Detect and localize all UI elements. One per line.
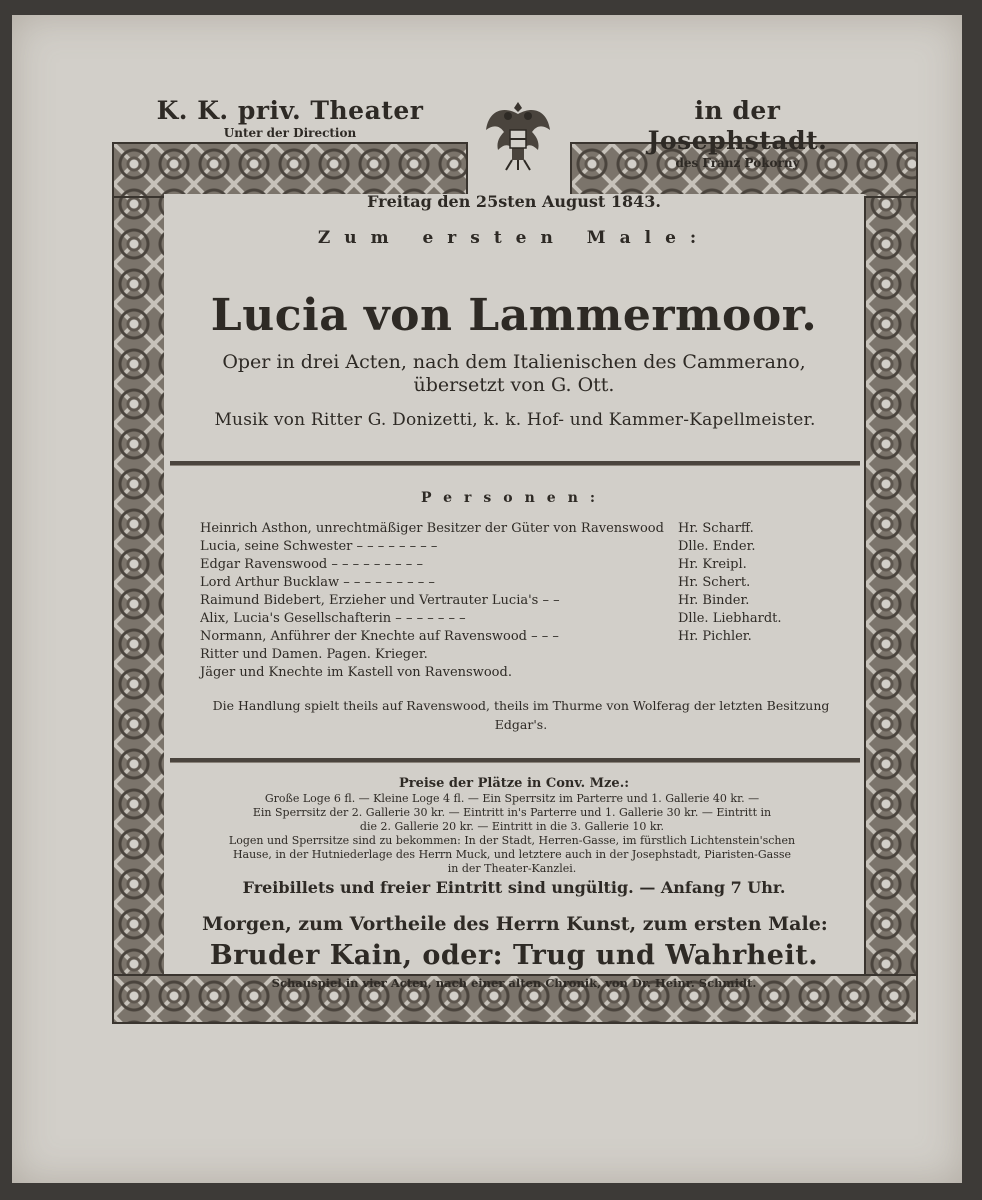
- cast-actor: Dlle. Liebhardt.: [678, 611, 782, 626]
- admission-note: Freibillets und freier Eintritt sind ungültig. — Anfang 7 Uhr.: [242, 878, 786, 897]
- opera-title: Lucia von Lammermoor.: [210, 290, 818, 341]
- double-eagle-crest-icon: [478, 96, 558, 176]
- next-play-subtitle: Schauspiel in vier Acten, nach einer alten Chronik, von Dr. Heinr. Schmidt.: [271, 976, 757, 990]
- cast-role: Alix, Lucia's Gesellschafterin – – – – – – –: [200, 611, 466, 626]
- next-play-title: Bruder Kain, oder: Trug und Wahrheit.: [209, 940, 819, 971]
- header-left: [155, 96, 425, 140]
- premiere-line: Zum ersten Male:: [317, 228, 711, 248]
- prices-heading: Preise der Plätze in Conv. Mze.:: [398, 776, 630, 791]
- theater-name: K. K. priv. Theater: [156, 96, 424, 125]
- prices-line: Logen und Sperrsitze sind zu bekommen: In der Stadt, Herren-Gasse, im fürstlich Lichtenstein'schen: [228, 834, 796, 847]
- prices-line: die 2. Gallerie 20 kr. — Eintritt in die 3. Gallerie 10 kr.: [359, 820, 665, 833]
- prices-line: in der Theater-Kanzlei.: [447, 862, 577, 875]
- cast-actor: Hr. Kreipl.: [678, 557, 747, 572]
- cast-row: [200, 538, 840, 556]
- cast-extra: Ritter und Damen. Pagen. Krieger.: [200, 647, 428, 662]
- cast-role: Lucia, seine Schwester – – – – – – – –: [200, 539, 438, 554]
- cast-actor: Dlle. Ender.: [678, 539, 756, 554]
- cast-role: Raimund Bidebert, Erzieher und Vertrauter Lucia's – –: [200, 593, 560, 608]
- prices-line: Ein Sperrsitz der 2. Gallerie 30 kr. — Eintritt in's Parterre und 1. Gallerie 30 kr. — Eintritt in: [252, 806, 772, 819]
- cast-actor: Hr. Pichler.: [678, 629, 752, 644]
- next-performance-announcement: Morgen, zum Vortheile des Herrn Kunst, zum ersten Male:: [202, 913, 828, 935]
- divider-rule: [170, 461, 860, 466]
- opera-subtitle: Oper in drei Acten, nach dem Italienischen des Cammerano,: [222, 351, 806, 373]
- direction-label: Unter der Direction: [223, 126, 357, 140]
- theater-location: in der Josephstadt.: [647, 96, 828, 155]
- header-right: [605, 96, 870, 170]
- cast-actor: Hr. Scharff.: [678, 521, 754, 536]
- cast-list: [200, 520, 840, 682]
- cast-row: [200, 628, 840, 646]
- divider-rule: [170, 758, 860, 763]
- prices-text: [176, 792, 848, 876]
- cast-row: [200, 574, 840, 592]
- cast-role: Normann, Anführer der Knechte auf Ravenswood – – –: [200, 629, 559, 644]
- cast-role: Heinrich Asthon, unrechtmäßiger Besitzer der Güter von Ravenswood: [200, 521, 664, 536]
- cast-heading: Personen:: [420, 490, 608, 506]
- cast-row: [200, 592, 840, 610]
- border-top-left: [112, 142, 468, 198]
- cast-role: Edgar Ravenswood – – – – – – – – –: [200, 557, 423, 572]
- prices-line: Hause, in der Hutniederlage des Herrn Muck, und letztere auch in der Josephstadt, Piaristen-Gasse: [232, 848, 792, 861]
- composer-line: Musik von Ritter G. Donizetti, k. k. Hof- und Kammer-Kapellmeister.: [214, 410, 816, 430]
- setting-note: Die Handlung spielt theils auf Ravenswood, theils im Thurme von Wolferag der letzten Besitzung Edgar's.: [212, 698, 830, 732]
- director-name: des Franz Pokorny: [675, 156, 800, 170]
- cast-row: [200, 556, 840, 574]
- cast-role: Lord Arthur Bucklaw – – – – – – – – –: [200, 575, 435, 590]
- cast-row: [200, 610, 840, 628]
- performance-date: Freitag den 25sten August 1843.: [367, 192, 661, 211]
- cast-row: [200, 520, 840, 538]
- cast-extra: Jäger und Knechte im Kastell von Ravenswood.: [200, 665, 512, 680]
- translator-line: übersetzt von G. Ott.: [413, 374, 615, 396]
- prices-line: Große Loge 6 fl. — Kleine Loge 4 fl. — Ein Sperrsitz im Parterre und 1. Gallerie 40 kr. —: [264, 792, 760, 805]
- border-right: [864, 142, 918, 1024]
- cast-actor: Hr. Binder.: [678, 593, 750, 608]
- border-left: [112, 142, 168, 1024]
- cast-actor: Hr. Schert.: [678, 575, 751, 590]
